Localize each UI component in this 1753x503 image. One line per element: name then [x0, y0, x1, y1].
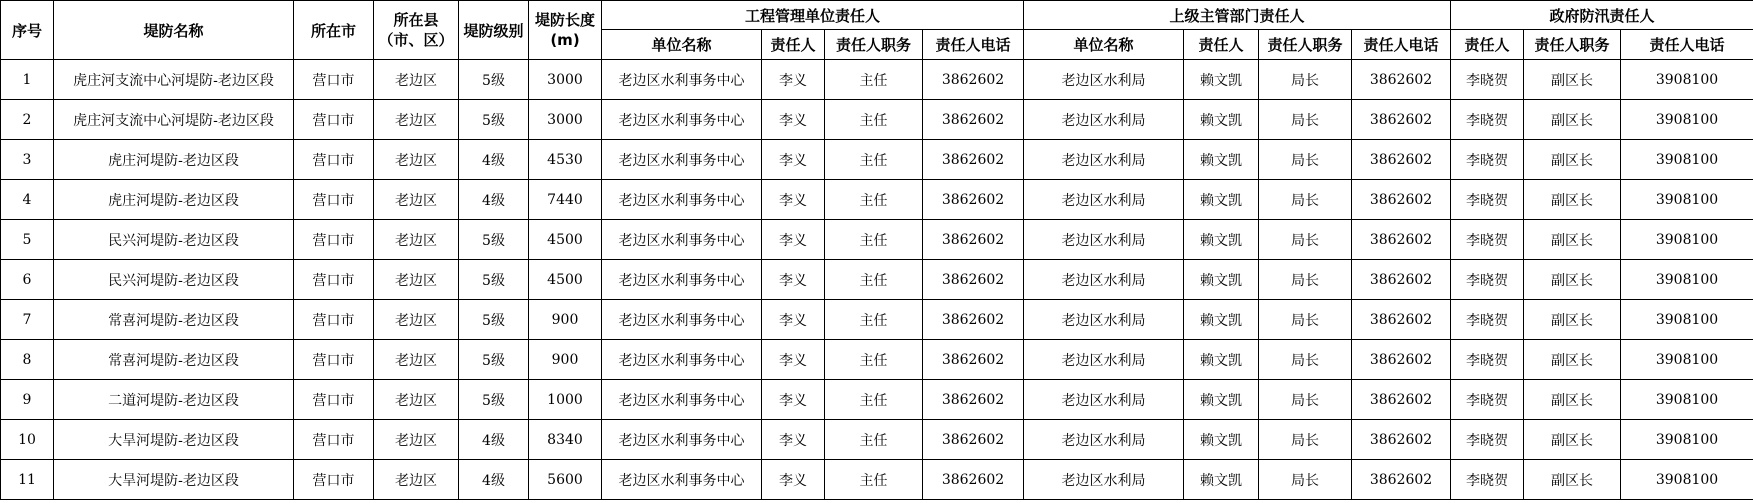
cell-eng-position: 主任: [825, 260, 923, 300]
cell-dike-name: 虎庄河支流中心河堤防-老边区段: [54, 60, 294, 100]
header-sup-unit: 单位名称: [1024, 30, 1184, 60]
header-county: [374, 1, 459, 60]
cell-eng-unit: 老边区水利事务中心: [602, 460, 762, 500]
cell-gov-person: 李晓贺: [1451, 380, 1524, 420]
cell-eng-phone: 3862602: [923, 460, 1024, 500]
cell-city: 营口市: [294, 340, 374, 380]
header-county-line2: （市、区）: [378, 31, 454, 49]
cell-sup-unit: 老边区水利局: [1024, 100, 1184, 140]
cell-eng-person: 李义: [762, 220, 825, 260]
cell-sup-position: 局长: [1259, 460, 1352, 500]
cell-dike-name: 民兴河堤防-老边区段: [54, 220, 294, 260]
cell-eng-person: 李义: [762, 380, 825, 420]
cell-sup-phone: 3862602: [1352, 60, 1451, 100]
cell-gov-person: 李晓贺: [1451, 420, 1524, 460]
cell-dike-name: 常喜河堤防-老边区段: [54, 340, 294, 380]
cell-gov-position: 副区长: [1524, 300, 1621, 340]
cell-sup-unit: 老边区水利局: [1024, 140, 1184, 180]
cell-level: 4级: [459, 420, 529, 460]
cell-eng-person: 李义: [762, 300, 825, 340]
table-row: [1, 140, 1753, 180]
cell-county: 老边区: [374, 460, 459, 500]
table-row: [1, 260, 1753, 300]
cell-sup-phone: 3862602: [1352, 100, 1451, 140]
header-seq: 序号: [1, 1, 54, 60]
cell-city: 营口市: [294, 420, 374, 460]
table-row: [1, 180, 1753, 220]
cell-gov-position: 副区长: [1524, 180, 1621, 220]
cell-sup-position: 局长: [1259, 340, 1352, 380]
cell-gov-phone: 3908100: [1621, 180, 1753, 220]
table-row: [1, 300, 1753, 340]
cell-gov-person: 李晓贺: [1451, 260, 1524, 300]
cell-eng-position: 主任: [825, 340, 923, 380]
cell-city: 营口市: [294, 140, 374, 180]
cell-gov-position: 副区长: [1524, 380, 1621, 420]
cell-sup-unit: 老边区水利局: [1024, 460, 1184, 500]
cell-sup-phone: 3862602: [1352, 140, 1451, 180]
cell-level: 5级: [459, 60, 529, 100]
cell-eng-person: 李义: [762, 100, 825, 140]
cell-length: 900: [529, 340, 602, 380]
cell-dike-name: 虎庄河堤防-老边区段: [54, 180, 294, 220]
cell-sup-phone: 3862602: [1352, 380, 1451, 420]
cell-level: 5级: [459, 220, 529, 260]
cell-gov-position: 副区长: [1524, 340, 1621, 380]
cell-eng-person: 李义: [762, 460, 825, 500]
cell-seq: 9: [1, 380, 54, 420]
cell-seq: 7: [1, 300, 54, 340]
cell-dike-name: 虎庄河支流中心河堤防-老边区段: [54, 100, 294, 140]
cell-eng-position: 主任: [825, 140, 923, 180]
cell-eng-person: 李义: [762, 60, 825, 100]
cell-level: 5级: [459, 340, 529, 380]
header-group-engineering: 工程管理单位责任人: [602, 1, 1024, 30]
cell-county: 老边区: [374, 100, 459, 140]
cell-eng-phone: 3862602: [923, 300, 1024, 340]
cell-sup-unit: 老边区水利局: [1024, 380, 1184, 420]
cell-sup-person: 赖文凯: [1184, 100, 1259, 140]
cell-sup-person: 赖文凯: [1184, 460, 1259, 500]
cell-dike-name: 大旱河堤防-老边区段: [54, 460, 294, 500]
cell-eng-phone: 3862602: [923, 140, 1024, 180]
cell-sup-unit: 老边区水利局: [1024, 220, 1184, 260]
cell-gov-phone: 3908100: [1621, 100, 1753, 140]
header-group-government: 政府防汛责任人: [1451, 1, 1753, 30]
cell-gov-person: 李晓贺: [1451, 220, 1524, 260]
cell-eng-person: 李义: [762, 260, 825, 300]
header-gov-position: 责任人职务: [1524, 30, 1621, 60]
cell-city: 营口市: [294, 220, 374, 260]
cell-eng-unit: 老边区水利事务中心: [602, 260, 762, 300]
cell-level: 4级: [459, 140, 529, 180]
cell-gov-phone: 3908100: [1621, 380, 1753, 420]
cell-eng-position: 主任: [825, 220, 923, 260]
cell-sup-position: 局长: [1259, 260, 1352, 300]
cell-eng-position: 主任: [825, 420, 923, 460]
header-length-line1: 堤防长度: [534, 11, 595, 29]
cell-city: 营口市: [294, 380, 374, 420]
cell-county: 老边区: [374, 260, 459, 300]
cell-city: 营口市: [294, 460, 374, 500]
cell-gov-person: 李晓贺: [1451, 460, 1524, 500]
cell-gov-person: 李晓贺: [1451, 140, 1524, 180]
header-length-line2: (m): [550, 31, 580, 49]
cell-sup-unit: 老边区水利局: [1024, 340, 1184, 380]
cell-sup-position: 局长: [1259, 60, 1352, 100]
cell-gov-phone: 3908100: [1621, 220, 1753, 260]
header-eng-position: 责任人职务: [825, 30, 923, 60]
cell-eng-unit: 老边区水利事务中心: [602, 420, 762, 460]
cell-eng-position: 主任: [825, 460, 923, 500]
cell-sup-unit: 老边区水利局: [1024, 420, 1184, 460]
cell-sup-person: 赖文凯: [1184, 380, 1259, 420]
cell-level: 5级: [459, 260, 529, 300]
header-gov-phone: 责任人电话: [1621, 30, 1753, 60]
cell-gov-person: 李晓贺: [1451, 60, 1524, 100]
cell-gov-phone: 3908100: [1621, 460, 1753, 500]
cell-eng-person: 李义: [762, 420, 825, 460]
header-dike-name: 堤防名称: [54, 1, 294, 60]
cell-sup-position: 局长: [1259, 100, 1352, 140]
cell-sup-unit: 老边区水利局: [1024, 260, 1184, 300]
cell-sup-phone: 3862602: [1352, 180, 1451, 220]
cell-sup-position: 局长: [1259, 180, 1352, 220]
cell-eng-person: 李义: [762, 340, 825, 380]
header-sup-phone: 责任人电话: [1352, 30, 1451, 60]
header-gov-person: 责任人: [1451, 30, 1524, 60]
cell-length: 7440: [529, 180, 602, 220]
cell-dike-name: 民兴河堤防-老边区段: [54, 260, 294, 300]
cell-length: 4500: [529, 220, 602, 260]
cell-eng-phone: 3862602: [923, 260, 1024, 300]
header-sup-position: 责任人职务: [1259, 30, 1352, 60]
cell-gov-position: 副区长: [1524, 220, 1621, 260]
cell-level: 5级: [459, 380, 529, 420]
cell-eng-phone: 3862602: [923, 220, 1024, 260]
cell-sup-position: 局长: [1259, 380, 1352, 420]
cell-sup-position: 局长: [1259, 300, 1352, 340]
table-row: [1, 100, 1753, 140]
cell-length: 900: [529, 300, 602, 340]
cell-sup-unit: 老边区水利局: [1024, 300, 1184, 340]
cell-eng-unit: 老边区水利事务中心: [602, 60, 762, 100]
cell-seq: 1: [1, 60, 54, 100]
cell-gov-position: 副区长: [1524, 60, 1621, 100]
cell-length: 8340: [529, 420, 602, 460]
cell-sup-phone: 3862602: [1352, 420, 1451, 460]
cell-gov-phone: 3908100: [1621, 420, 1753, 460]
cell-eng-unit: 老边区水利事务中心: [602, 140, 762, 180]
cell-city: 营口市: [294, 100, 374, 140]
cell-length: 3000: [529, 100, 602, 140]
cell-sup-position: 局长: [1259, 140, 1352, 180]
cell-county: 老边区: [374, 380, 459, 420]
cell-eng-position: 主任: [825, 180, 923, 220]
cell-eng-position: 主任: [825, 60, 923, 100]
header-group-superior: 上级主管部门责任人: [1024, 1, 1451, 30]
table-row: [1, 460, 1753, 500]
cell-gov-position: 副区长: [1524, 420, 1621, 460]
cell-eng-unit: 老边区水利事务中心: [602, 100, 762, 140]
cell-gov-phone: 3908100: [1621, 60, 1753, 100]
cell-county: 老边区: [374, 420, 459, 460]
cell-length: 1000: [529, 380, 602, 420]
cell-eng-unit: 老边区水利事务中心: [602, 300, 762, 340]
cell-dike-name: 二道河堤防-老边区段: [54, 380, 294, 420]
table-row: [1, 340, 1753, 380]
cell-sup-position: 局长: [1259, 220, 1352, 260]
cell-city: 营口市: [294, 300, 374, 340]
cell-county: 老边区: [374, 220, 459, 260]
cell-seq: 10: [1, 420, 54, 460]
cell-sup-unit: 老边区水利局: [1024, 60, 1184, 100]
cell-sup-person: 赖文凯: [1184, 300, 1259, 340]
cell-eng-position: 主任: [825, 300, 923, 340]
cell-sup-phone: 3862602: [1352, 300, 1451, 340]
cell-gov-position: 副区长: [1524, 460, 1621, 500]
cell-eng-phone: 3862602: [923, 420, 1024, 460]
cell-eng-position: 主任: [825, 100, 923, 140]
cell-eng-unit: 老边区水利事务中心: [602, 380, 762, 420]
cell-eng-phone: 3862602: [923, 180, 1024, 220]
cell-gov-person: 李晓贺: [1451, 180, 1524, 220]
table-row: [1, 380, 1753, 420]
header-length: [529, 1, 602, 60]
cell-level: 5级: [459, 100, 529, 140]
cell-eng-phone: 3862602: [923, 60, 1024, 100]
cell-city: 营口市: [294, 180, 374, 220]
cell-eng-unit: 老边区水利事务中心: [602, 220, 762, 260]
cell-eng-phone: 3862602: [923, 340, 1024, 380]
cell-sup-person: 赖文凯: [1184, 60, 1259, 100]
cell-seq: 4: [1, 180, 54, 220]
cell-eng-position: 主任: [825, 380, 923, 420]
header-sup-person: 责任人: [1184, 30, 1259, 60]
table-row: [1, 220, 1753, 260]
cell-gov-position: 副区长: [1524, 100, 1621, 140]
cell-seq: 11: [1, 460, 54, 500]
cell-gov-phone: 3908100: [1621, 140, 1753, 180]
cell-seq: 8: [1, 340, 54, 380]
cell-level: 4级: [459, 180, 529, 220]
header-eng-person: 责任人: [762, 30, 825, 60]
cell-eng-person: 李义: [762, 180, 825, 220]
cell-gov-person: 李晓贺: [1451, 300, 1524, 340]
cell-gov-person: 李晓贺: [1451, 100, 1524, 140]
cell-seq: 5: [1, 220, 54, 260]
cell-sup-phone: 3862602: [1352, 220, 1451, 260]
table-body: [1, 60, 1753, 500]
header-city: 所在市: [294, 1, 374, 60]
cell-eng-unit: 老边区水利事务中心: [602, 340, 762, 380]
header-eng-phone: 责任人电话: [923, 30, 1024, 60]
table-row: [1, 60, 1753, 100]
cell-sup-person: 赖文凯: [1184, 260, 1259, 300]
cell-dike-name: 虎庄河堤防-老边区段: [54, 140, 294, 180]
cell-eng-phone: 3862602: [923, 100, 1024, 140]
cell-eng-phone: 3862602: [923, 380, 1024, 420]
cell-gov-person: 李晓贺: [1451, 340, 1524, 380]
cell-sup-phone: 3862602: [1352, 340, 1451, 380]
cell-gov-phone: 3908100: [1621, 260, 1753, 300]
cell-seq: 6: [1, 260, 54, 300]
cell-gov-position: 副区长: [1524, 260, 1621, 300]
header-eng-unit: 单位名称: [602, 30, 762, 60]
cell-gov-position: 副区长: [1524, 140, 1621, 180]
cell-city: 营口市: [294, 60, 374, 100]
cell-sup-person: 赖文凯: [1184, 340, 1259, 380]
cell-eng-unit: 老边区水利事务中心: [602, 180, 762, 220]
cell-sup-unit: 老边区水利局: [1024, 180, 1184, 220]
cell-length: 4500: [529, 260, 602, 300]
cell-seq: 3: [1, 140, 54, 180]
cell-county: 老边区: [374, 60, 459, 100]
cell-sup-person: 赖文凯: [1184, 220, 1259, 260]
cell-sup-phone: 3862602: [1352, 260, 1451, 300]
cell-seq: 2: [1, 100, 54, 140]
cell-level: 5级: [459, 300, 529, 340]
cell-gov-phone: 3908100: [1621, 300, 1753, 340]
cell-length: 5600: [529, 460, 602, 500]
cell-county: 老边区: [374, 140, 459, 180]
cell-county: 老边区: [374, 340, 459, 380]
header-county-line1: 所在县: [393, 11, 439, 29]
header-level: 堤防级别: [459, 1, 529, 60]
cell-sup-position: 局长: [1259, 420, 1352, 460]
cell-county: 老边区: [374, 300, 459, 340]
cell-sup-person: 赖文凯: [1184, 140, 1259, 180]
table-row: [1, 420, 1753, 460]
header-row-1: [1, 1, 1753, 30]
cell-length: 3000: [529, 60, 602, 100]
cell-gov-phone: 3908100: [1621, 340, 1753, 380]
cell-eng-person: 李义: [762, 140, 825, 180]
cell-level: 4级: [459, 460, 529, 500]
cell-dike-name: 常喜河堤防-老边区段: [54, 300, 294, 340]
cell-sup-phone: 3862602: [1352, 460, 1451, 500]
cell-dike-name: 大旱河堤防-老边区段: [54, 420, 294, 460]
cell-length: 4530: [529, 140, 602, 180]
cell-sup-person: 赖文凯: [1184, 180, 1259, 220]
cell-city: 营口市: [294, 260, 374, 300]
cell-county: 老边区: [374, 180, 459, 220]
cell-sup-person: 赖文凯: [1184, 420, 1259, 460]
